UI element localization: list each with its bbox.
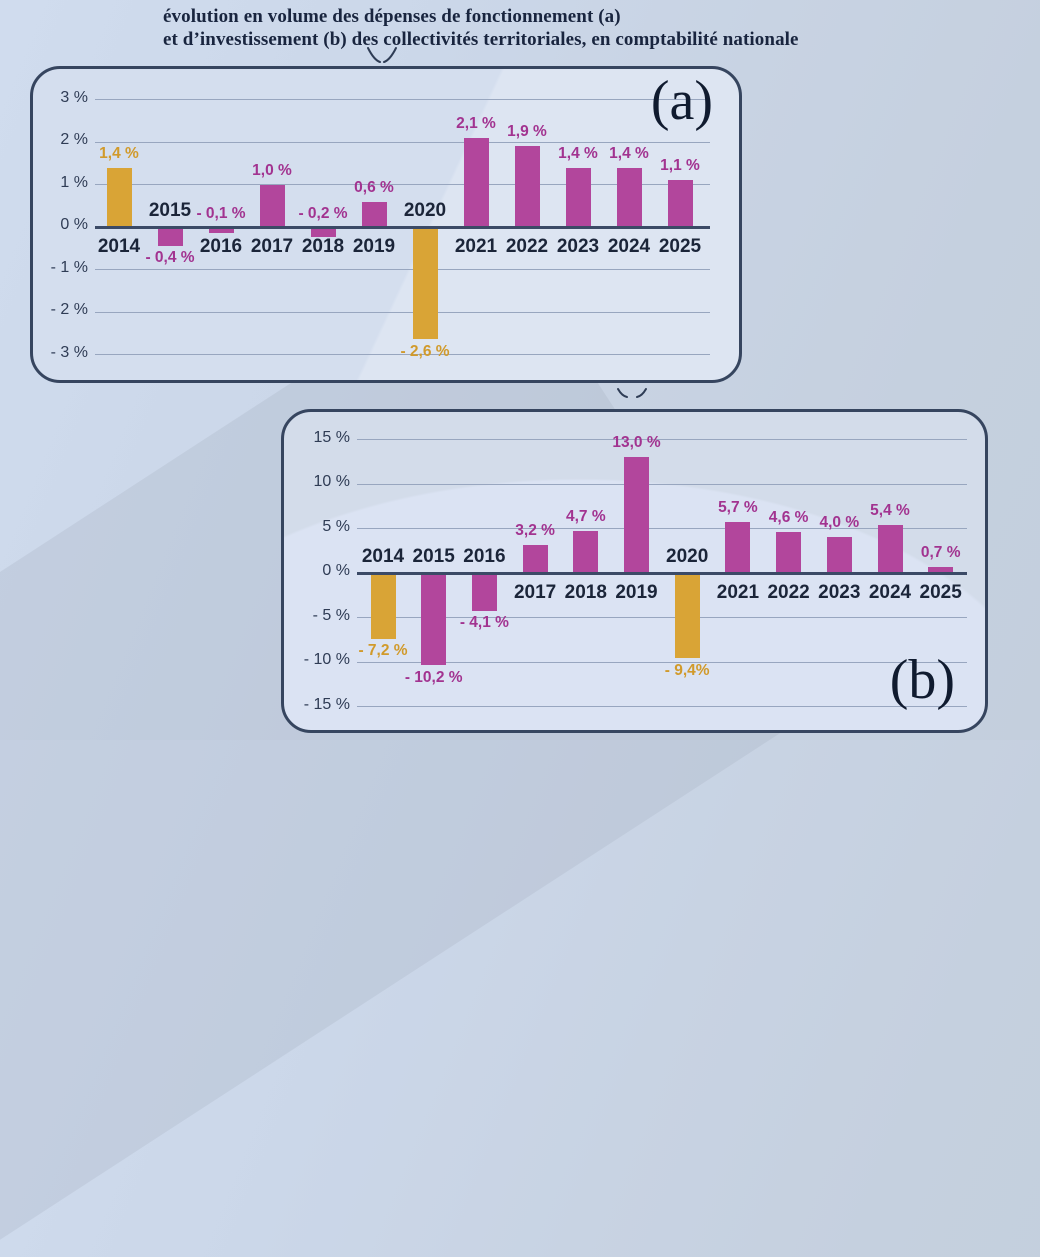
year-label: 2016 <box>463 546 506 567</box>
bar-value-label: - 10,2 % <box>404 668 463 686</box>
bar-value-label: 1,9 % <box>507 123 547 141</box>
bar-value-label: 4,6 % <box>768 509 809 527</box>
bar-value-label: 1,4 % <box>558 144 598 162</box>
y-tick-label: - 5 % <box>312 606 350 624</box>
bar-2023 <box>566 168 591 229</box>
bar-2016 <box>209 229 234 233</box>
year-label: 2017 <box>513 582 557 603</box>
y-tick-label: - 10 % <box>303 651 350 668</box>
year-label: 2018 <box>564 582 607 603</box>
chart-letter-label-b: (b) <box>889 649 955 711</box>
year-label: 2014 <box>361 546 405 567</box>
bar-2023 <box>827 537 852 574</box>
year-label: 2022 <box>505 236 549 257</box>
bar-value-label: 0,6 % <box>354 178 394 196</box>
chart-panel-a <box>30 66 742 383</box>
y-tick-label: 10 % <box>313 473 350 490</box>
year-label: 2024 <box>607 236 651 257</box>
year-label: 2020 <box>666 546 709 567</box>
bar-value-label: - 2,6 % <box>400 342 450 360</box>
year-label: 2019 <box>615 582 658 603</box>
bar-2022 <box>776 532 801 574</box>
y-tick-label: 1 % <box>60 173 88 191</box>
year-label: 2015 <box>148 200 192 221</box>
y-tick-label: - 15 % <box>303 695 350 713</box>
bar-value-label: - 0,4 % <box>145 249 195 266</box>
bar-value-label: 1,4 % <box>609 144 649 162</box>
year-label: 2025 <box>658 236 702 257</box>
bar-value-label: 1,1 % <box>660 157 700 175</box>
y-tick-label: - 3 % <box>50 343 88 361</box>
gridline <box>357 484 967 485</box>
y-tick-label: 0 % <box>322 562 350 579</box>
zero-axis <box>95 226 710 229</box>
bar-2024 <box>617 168 642 229</box>
y-tick-label: 0 % <box>60 216 88 233</box>
title-line-2: et d’investissement (b) des collectivités territoriales, en comptabilité nationale <box>163 29 799 50</box>
bar-2025 <box>668 180 693 228</box>
gridline <box>95 99 710 100</box>
chart-title <box>163 5 799 51</box>
y-tick-label: 3 % <box>60 88 88 106</box>
bar-value-label: - 0,1 % <box>196 205 246 222</box>
bar-value-label: 2,1 % <box>456 114 496 132</box>
title-line-1: évolution en volume des dépenses de fonctionnement (a) <box>163 6 621 27</box>
y-tick-label: 5 % <box>322 517 350 535</box>
bar-value-label: 5,7 % <box>718 499 758 517</box>
year-label: 2022 <box>767 582 810 603</box>
y-tick-label: - 2 % <box>50 301 88 318</box>
bar-value-label: 5,4 % <box>870 501 910 519</box>
year-label: 2021 <box>716 582 760 603</box>
year-label: 2023 <box>556 236 600 257</box>
year-label: 2025 <box>919 582 962 603</box>
year-label: 2024 <box>868 582 912 603</box>
y-tick-label: - 1 % <box>50 258 88 276</box>
year-label: 2020 <box>403 200 447 221</box>
year-label: 2019 <box>352 236 396 257</box>
annotation-tick-marks-top <box>365 45 399 65</box>
bar-value-label: 0,7 % <box>920 543 961 561</box>
background-diagonal-band <box>0 243 812 1257</box>
year-label: 2016 <box>199 236 243 257</box>
year-label: 2021 <box>454 236 498 257</box>
bar-value-label: - 7,2 % <box>358 642 408 660</box>
bar-value-label: 13,0 % <box>612 434 661 452</box>
bar-value-label: - 0,2 % <box>298 205 348 222</box>
bar-value-label: 4,7 % <box>565 508 606 526</box>
bar-value-label: 4,0 % <box>819 514 860 532</box>
bar-value-label: 1,4 % <box>99 144 139 162</box>
gridline <box>357 706 967 707</box>
bar-value-label: - 4,1 % <box>459 614 509 632</box>
gridline <box>95 312 710 313</box>
year-label: 2017 <box>250 236 294 257</box>
y-tick-label: 15 % <box>313 428 350 446</box>
annotation-tick-marks-middle <box>616 387 648 400</box>
year-label: 2015 <box>412 546 455 567</box>
year-label: 2014 <box>97 236 141 257</box>
gridline <box>95 269 710 270</box>
gridline <box>95 142 710 143</box>
chart-letter-label-a: (a) <box>650 70 713 132</box>
zero-axis <box>357 572 967 575</box>
bar-value-label: - 9,4% <box>664 661 710 679</box>
bar-2014 <box>371 575 396 639</box>
chart-panel-b <box>281 409 988 733</box>
year-label: 2018 <box>301 236 345 257</box>
bar-value-label: 3,2 % <box>515 521 555 539</box>
year-label: 2023 <box>818 582 861 603</box>
y-tick-label: 2 % <box>60 131 88 148</box>
bar-value-label: 1,0 % <box>252 161 292 179</box>
